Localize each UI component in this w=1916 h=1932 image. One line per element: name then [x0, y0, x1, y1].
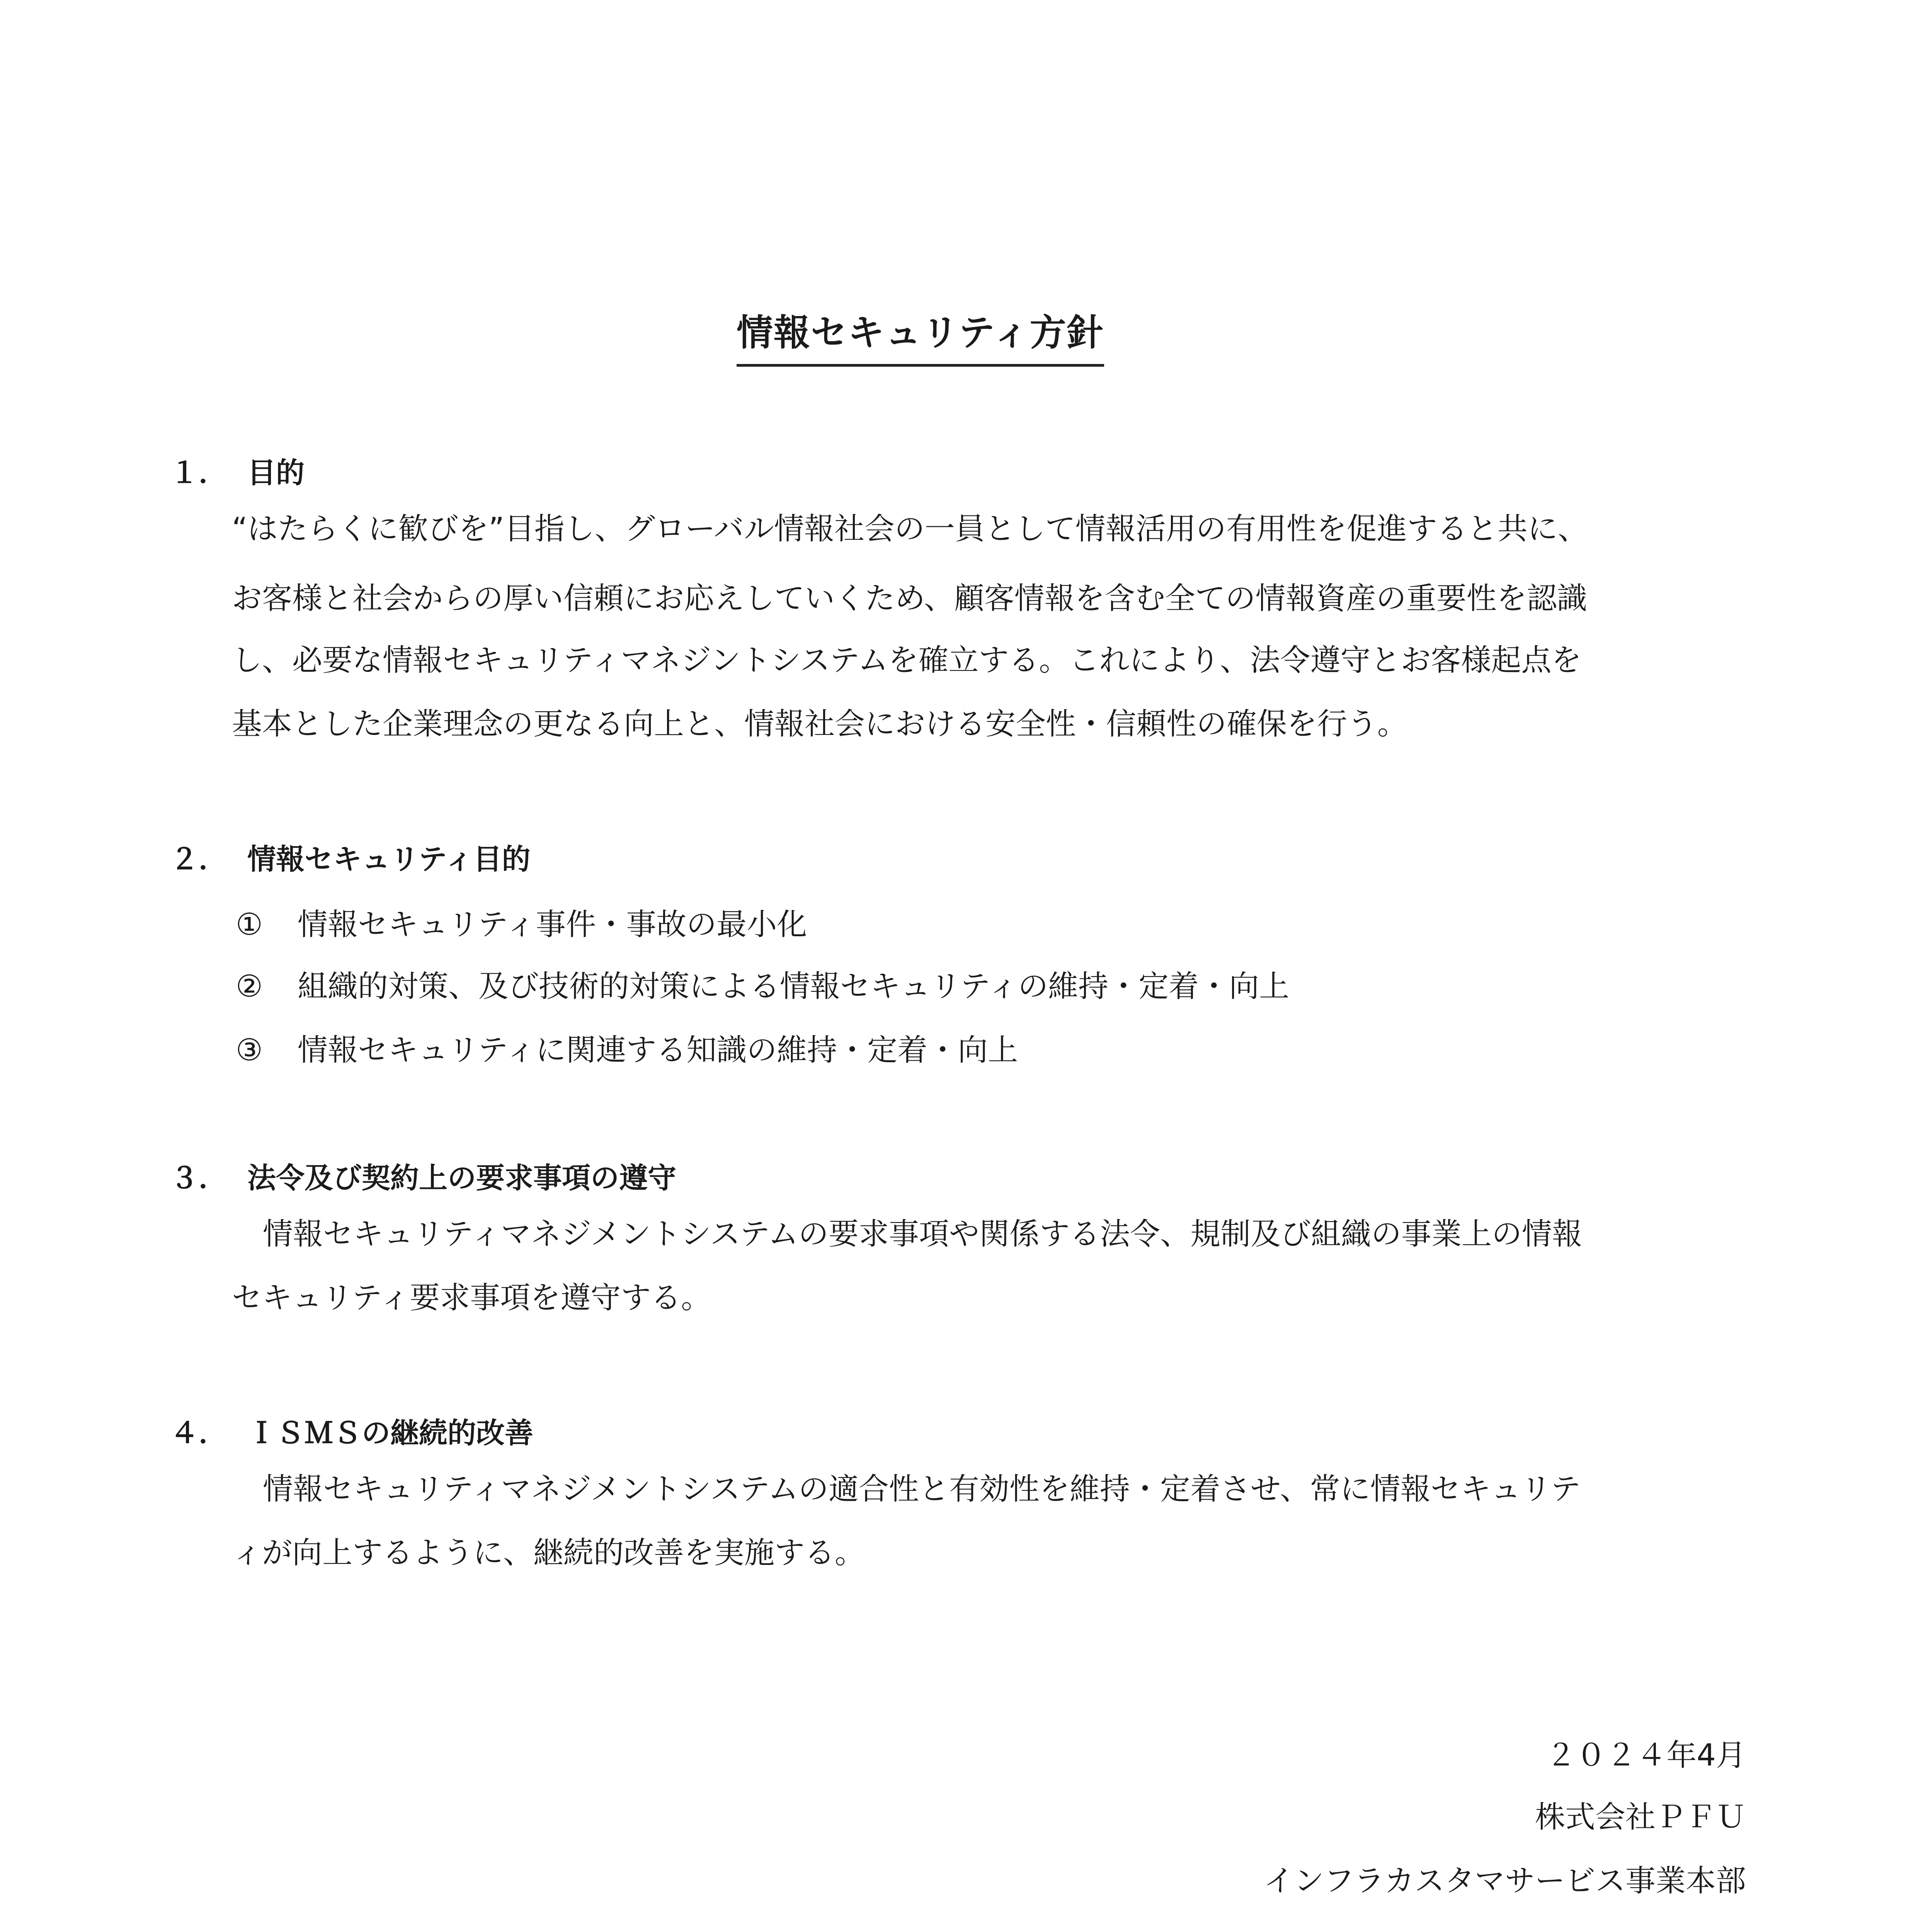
section-2-title: 情報セキュリティ目的: [247, 843, 531, 876]
document-title: 情報セキュリティ方針: [737, 303, 1104, 367]
section-1-line-3: し、必要な情報セキュリティマネジントシステムを確立する。これにより、法令遵守とお客様起点を: [232, 643, 1582, 678]
objective-item: [236, 962, 1289, 1005]
item-text: 情報セキュリティに関連する知識の維持・定着・向上: [298, 1033, 1018, 1068]
section-4-title: ＩＳＭＳの継続的改善: [247, 1417, 533, 1450]
section-1-number: １．: [170, 456, 227, 490]
section-1-line-4: 基本とした企業理念の更なる向上と、情報社会における安全性・信頼性の確保を行う。: [232, 707, 1408, 742]
section-2-number: ２．: [170, 843, 227, 876]
section-2-heading: [170, 837, 531, 878]
division-name: インフラカスタマサービス事業本部: [1263, 1864, 1746, 1898]
item-marker: ②: [236, 969, 263, 1004]
section-4-line-2: ィが向上するように、継続的改善を実施する。: [232, 1536, 865, 1570]
item-marker: ①: [236, 907, 263, 942]
section-3-line-2: セキュリティ要求事項を遵守する。: [232, 1281, 711, 1315]
section-4-heading: [170, 1410, 533, 1451]
section-3-line-1: 情報セキュリティマネジメントシステムの要求事項や関係する法令、規制及び組織の事業上の情報: [263, 1217, 1582, 1252]
section-3-title: 法令及び契約上の要求事項の遵守: [247, 1162, 676, 1195]
objective-item: [236, 900, 807, 944]
item-text: 組織的対策、及び技術的対策による情報セキュリティの維持・定着・向上: [298, 969, 1290, 1004]
section-1-heading: [170, 450, 305, 491]
section-3-heading: [170, 1155, 676, 1196]
issue-date: ２０２４年4月: [1546, 1738, 1746, 1773]
section-3-number: ３．: [170, 1162, 227, 1195]
section-4-number: ４．: [170, 1417, 227, 1450]
section-1-line-1: “はたらくに歓びを”目指し、グローバル情報社会の一員として情報活用の有用性を促進すると共に、: [232, 512, 1588, 546]
item-text: 情報セキュリティ事件・事故の最小化: [298, 907, 807, 942]
company-name: 株式会社ＰＦＵ: [1535, 1800, 1746, 1835]
objective-item: [236, 1026, 1018, 1069]
section-1-line-2: お客様と社会からの厚い信頼にお応えしていくため、顧客情報を含む全ての情報資産の重要性を認識: [232, 581, 1587, 616]
section-1-title: 目的: [247, 456, 305, 490]
section-4-line-1: 情報セキュリティマネジメントシステムの適合性と有効性を維持・定着させ、常に情報セキュリテ: [263, 1472, 1581, 1507]
item-marker: ③: [236, 1033, 263, 1068]
